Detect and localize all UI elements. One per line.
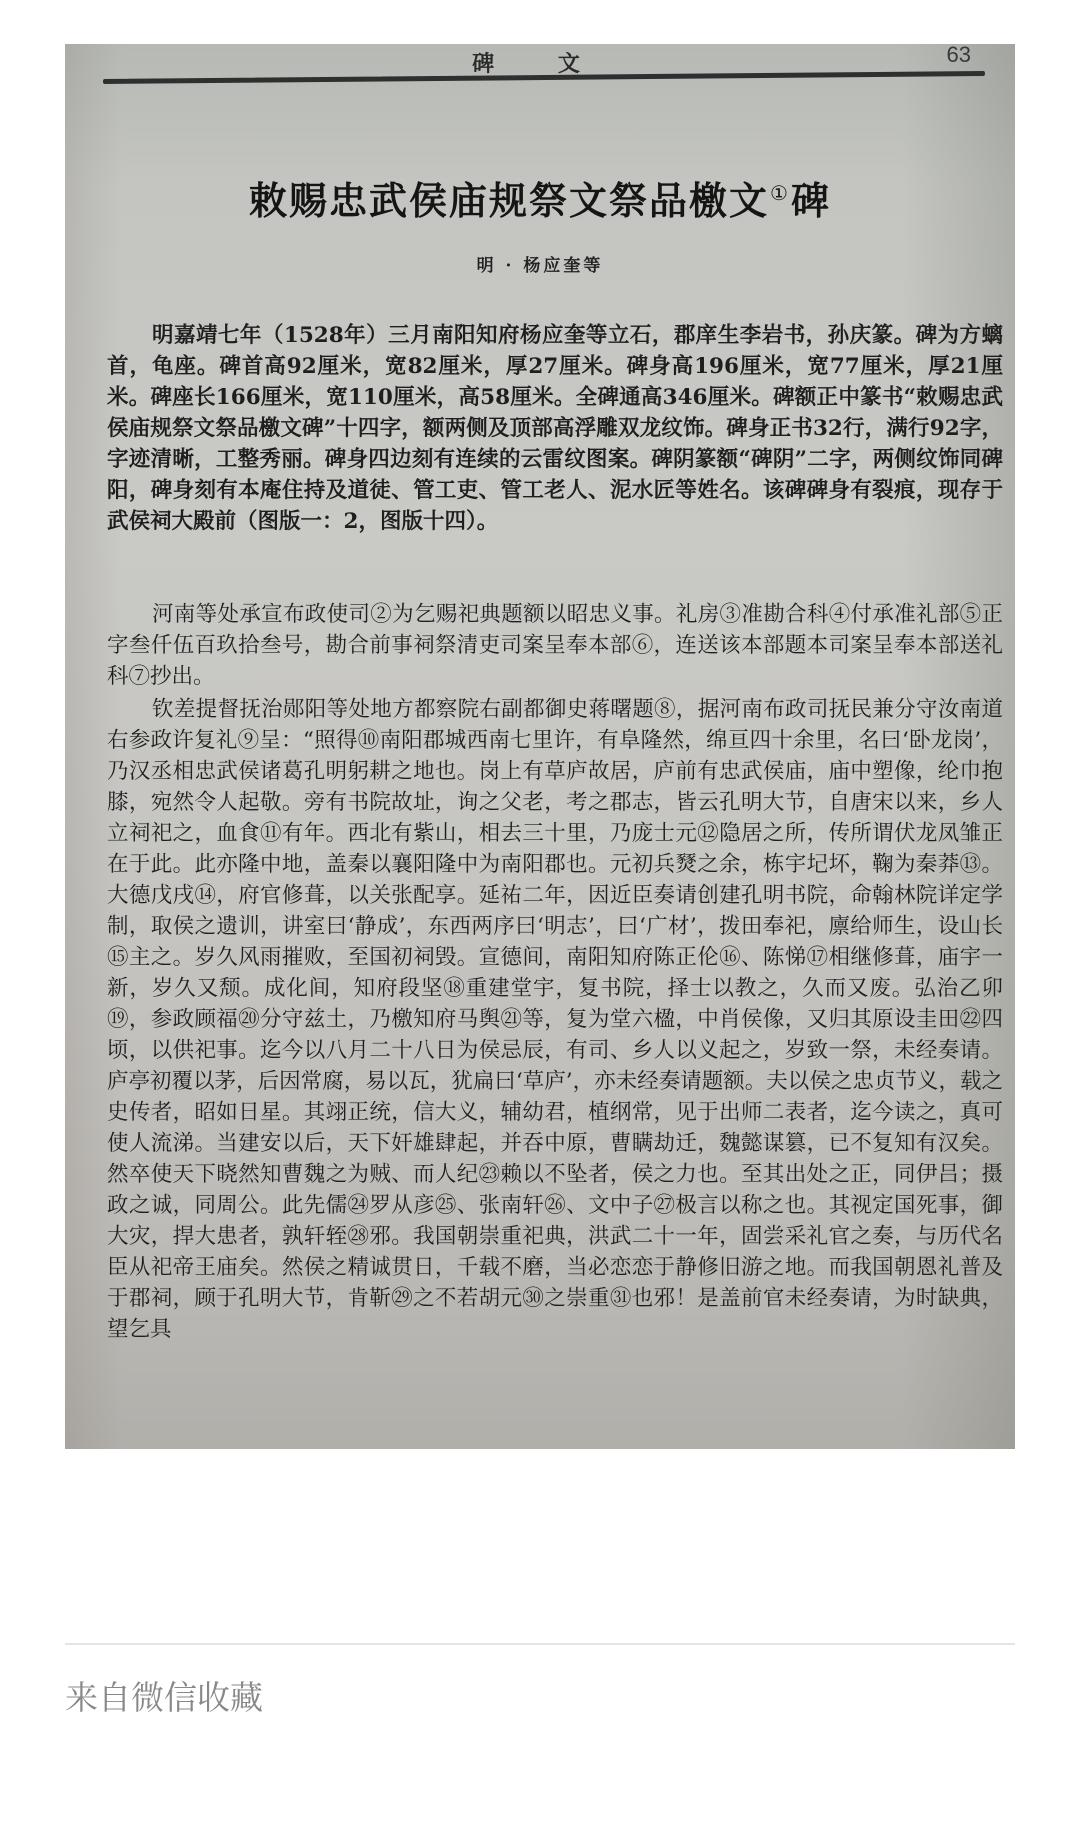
byline: 明 · 杨应奎等 bbox=[476, 256, 604, 276]
title-tail: 碑 bbox=[790, 178, 831, 223]
source-label: 来自微信收藏 bbox=[65, 1678, 263, 1717]
scanned-book-page-photo[interactable] bbox=[65, 44, 1015, 1449]
title-text: 敕赐忠武侯庙规祭文祭品檄文 bbox=[249, 178, 770, 223]
intro-paragraph: 明嘉靖七年（1528年）三月南阳知府杨应奎等立石，郡庠生李岩书，孙庆篆。碑为方螭首，龟座。碑首高92厘米，宽82厘米，厚27厘米。碑身高196厘米，宽77厘米，厚21厘米。碑座长166厘米，宽110厘米，高58厘米。全碑通高346厘米。碑额正中篆书“敕赐忠武侯庙规祭文祭品檄文碑”十四字，额两侧及顶部高浮雕双龙纹饰。碑身正书32行，满行92字，字迹清晰，工整秀丽。碑身四边刻有连续的云雷纹图案。碑阴篆额“碑阴”二字，两侧纹饰同碑阳，碑身刻有本庵住持及道徒、管工吏、管工老人、泥水匠等姓名。该碑碑身有裂痕，现存于武侯祠大殿前（图版一：2，图版十四）。 bbox=[107, 323, 1003, 534]
divider bbox=[65, 1643, 1015, 1645]
body-paragraph: 河南等处承宣布政使司②为乞赐祀典题额以昭忠义事。礼房③准勘合科④付承准礼部⑤正字叁仟伍百玖拾叁号，勘合前事祠祭清吏司案呈奉本部⑥，连送该本部题本司案呈奉本部送礼科⑦抄出。 bbox=[107, 602, 1003, 689]
body-paragraph: 钦差提督抚治郧阳等处地方都察院右副都御史蒋曙题⑧，据河南布政司抚民兼分守汝南道右参政许复礼⑨呈：“照得⑩南阳郡城西南七里许，有阜隆然，绵亘四十余里，名曰‘卧龙岗’，乃汉丞相忠武侯诸葛孔明躬耕之地也。岗上有草庐故居，庐前有忠武侯庙，庙中塑像，纶巾抱膝，宛然令人起敬。旁有书院故址，询之父老，考之郡志，皆云孔明大节，自唐宋以来，乡人立祠祀之，血食⑪有年。西北有紫山，相去三十里，乃庞士元⑫隐居之所，传所谓伏龙凤雏正在于此。此亦隆中地，盖秦以襄阳隆中为南阳郡也。元初兵燹之余，栋宇圮坏，鞠为秦莽⑬。大德戊戌⑭，府官修葺，以关张配享。延祐二年，因近臣奏请创建孔明书院，命翰林院详定学制，取侯之遗训，讲室曰‘静成’，东西两序曰‘明志’，曰‘广材’，拨田奉祀，廪给师生，设山长⑮主之。岁久风雨摧败，至国初祠毁。宣德间，南阳知府陈正伦⑯、陈悌⑰相继修葺，庙宇一新，岁久又颓。成化间，知府段坚⑱重建堂宇，复书院，择士以教之，久而又废。弘治乙卯⑲，参政顾福⑳分守兹土，乃檄知府马舆㉑等，复为堂六楹，中肖侯像，又归其原设圭田㉒四顷，以供祀事。迄今以八月二十八日为侯忌辰，有司、乡人以义起之，岁致一祭，未经奏请。庐亭初覆以茅，后因常腐，易以瓦，犹扁曰‘草庐’，亦未经奏请题额。夫以侯之忠贞节义，载之史传者，昭如日星。其翊正统，信大义，辅幼君，植纲常，见于出师二表者，迄今读之，真可使人流涕。当建安以后，天下奸雄肆起，并吞中原，曹瞒劫迁，魏懿谋篡，已不复知有汉矣。然卒使天下晓然知曹魏之为贼、而人纪㉓赖以不坠者，侯之力也。至其出处之正，同伊吕；摄政之诚，同周公。此先儒㉔罗从彦㉕、张南轩㉖、文中子㉗极言以称之也。其视定国死事，御大灾，捍大患者，孰轩轾㉘邪。我国朝崇重祀典，洪武二十一年，固尝采礼官之奏，与历代名臣从祀帝王庙矣。然侯之精诚贯日，千载不磨，当必恋恋于静修旧游之地。而我国朝恩礼普及于郡祠，顾于孔明大节，肯靳㉙之不若胡元㉚之崇重㉛也邪！是盖前官未经奏请，为时缺典，望乞具 bbox=[107, 697, 1003, 1342]
title-footnote-marker: ① bbox=[770, 181, 790, 205]
document-title bbox=[65, 170, 1015, 225]
running-head: 碑 文 bbox=[472, 51, 608, 77]
page-number: 63 bbox=[946, 44, 971, 67]
